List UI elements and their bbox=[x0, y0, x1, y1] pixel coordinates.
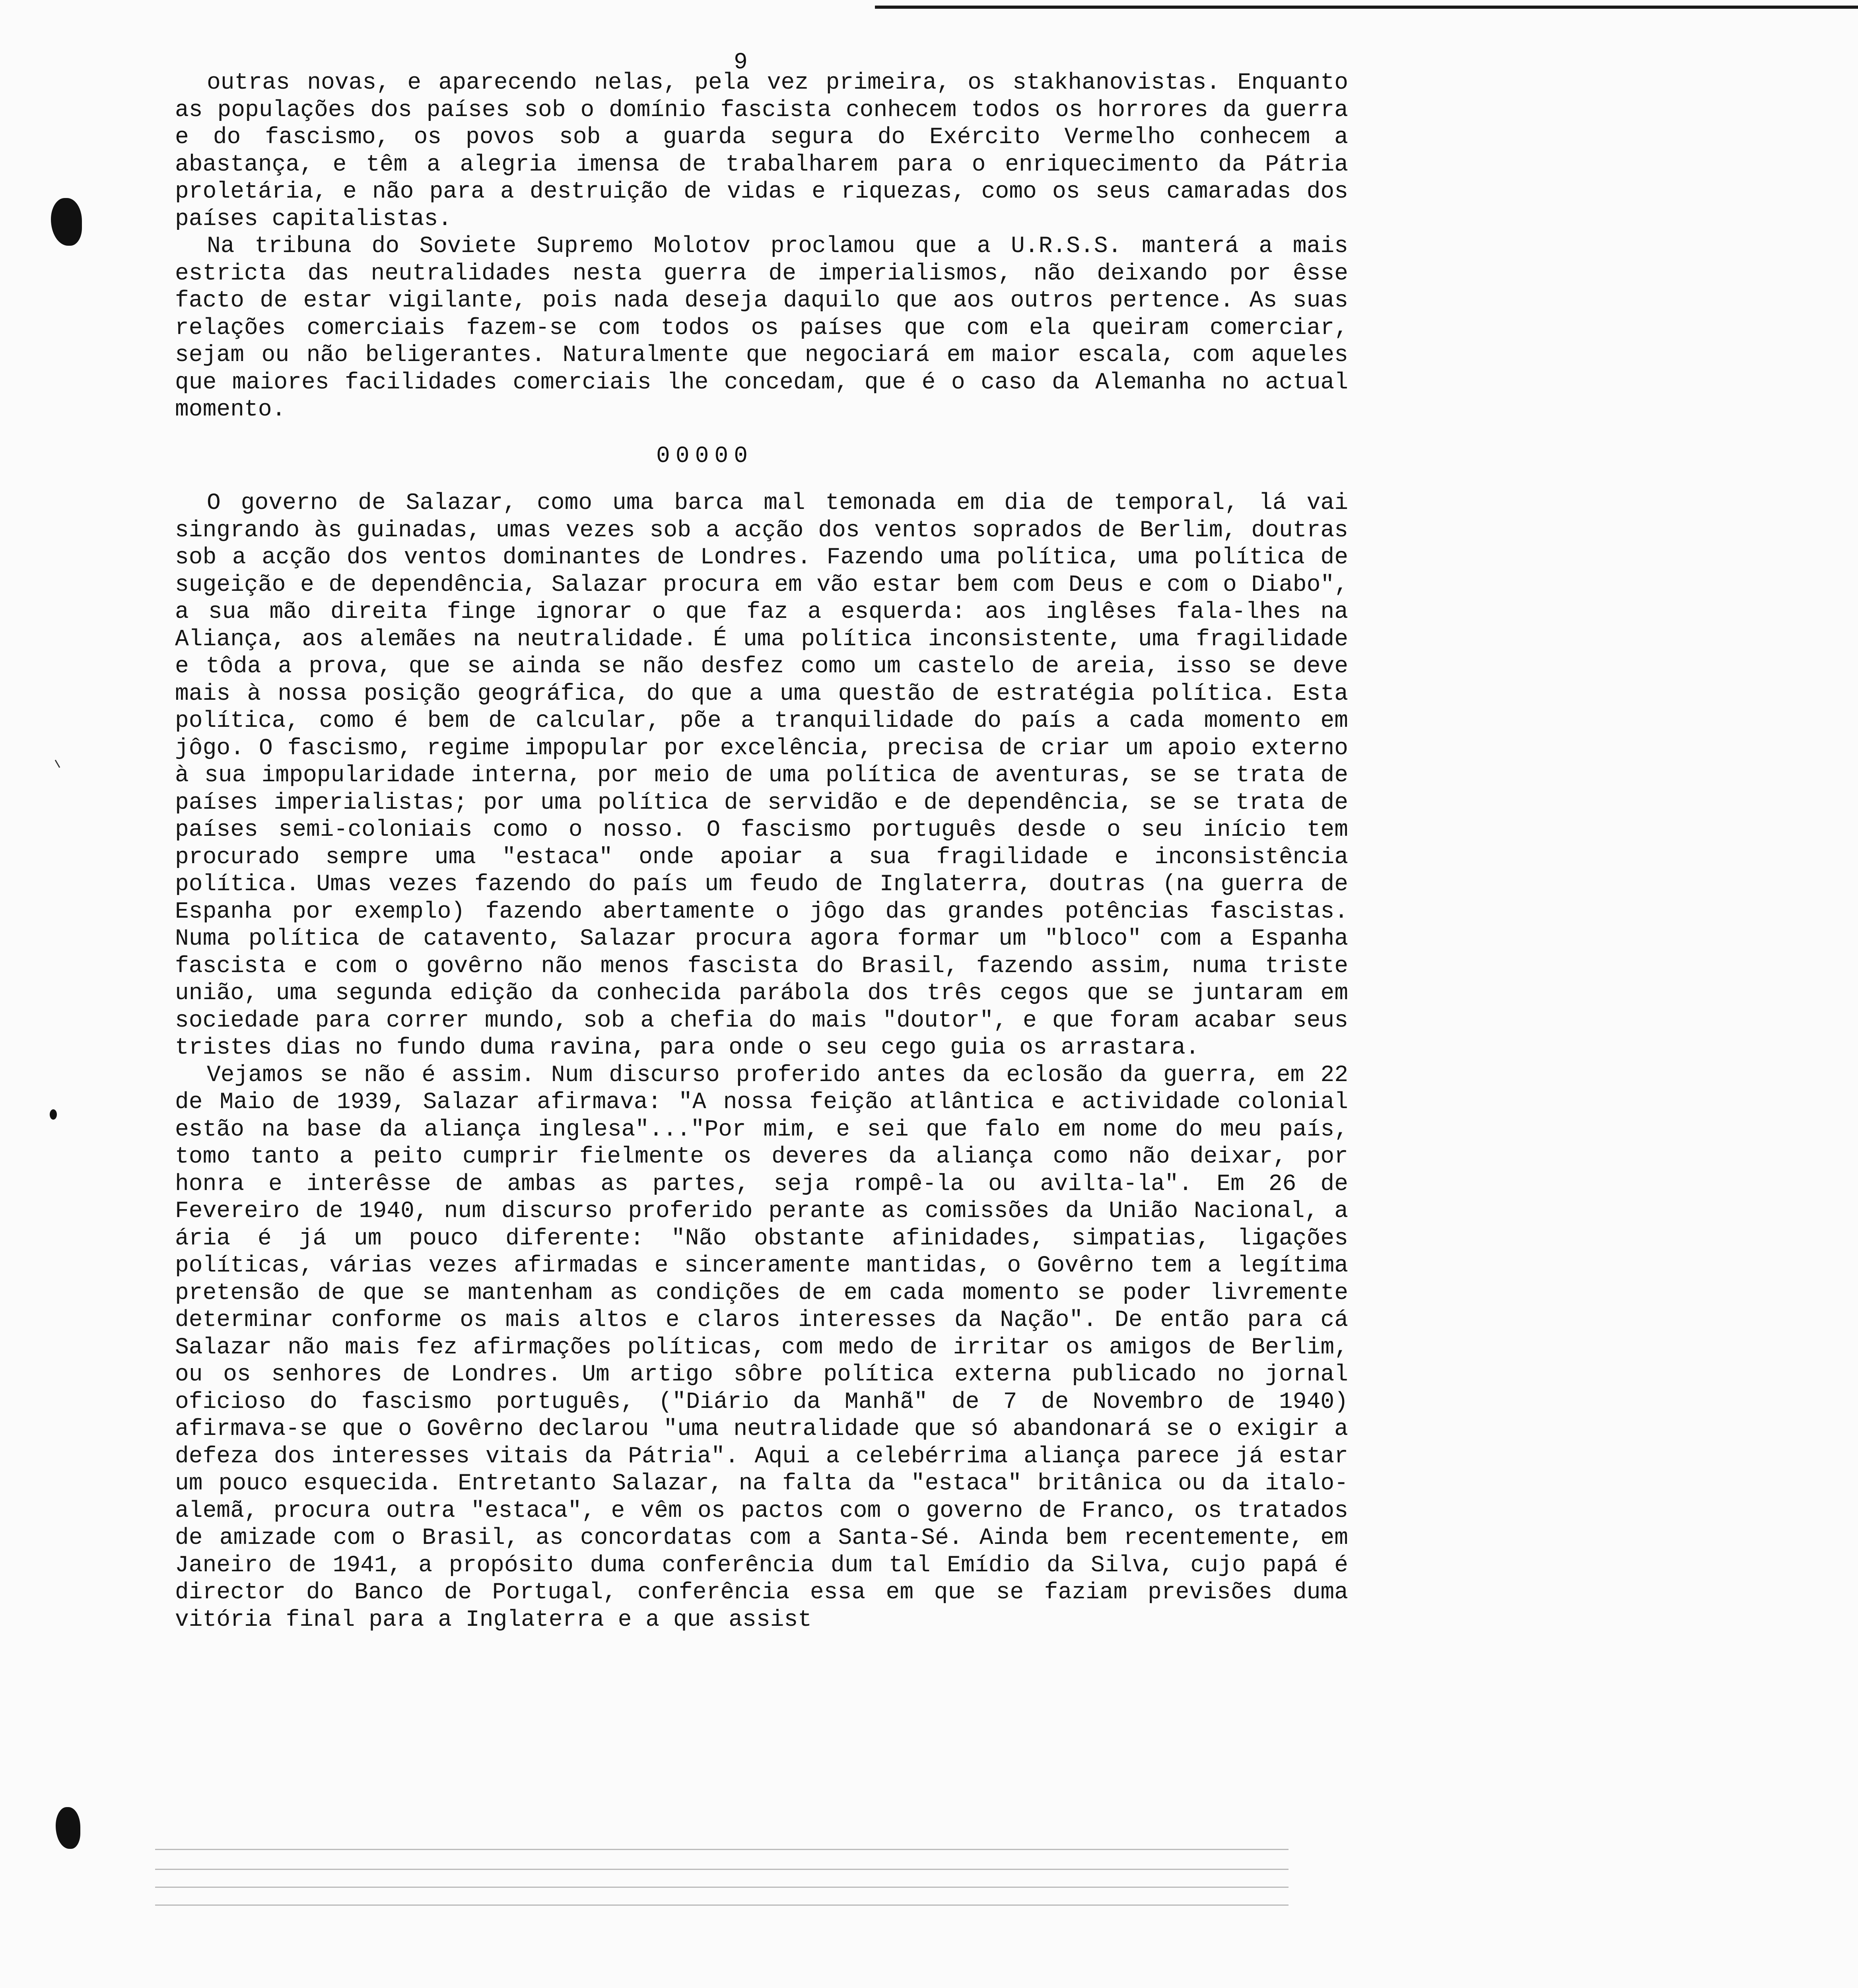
section-separator: 00000 bbox=[656, 443, 754, 469]
top-edge-rule bbox=[875, 6, 1858, 9]
bottom-text-block bbox=[175, 490, 1348, 1634]
top-text-block bbox=[175, 70, 1348, 424]
show-through-line bbox=[155, 1849, 1289, 1850]
ink-blot-mark bbox=[56, 1807, 80, 1849]
paragraph: outras novas, e aparecendo nelas, pela vez primeira, os stakhanovistas. Enquanto as populações dos países sob o domínio fascista conhecem todos os horrores da guerra e do fascismo, os povos sob a guarda segura do Exército Vermelho conhecem a abastança, e têm a alegria imensa de trabalharem para o enriquecimento da Pátria proletária, e não para a destruição de vidas e riquezas, como os seus camaradas dos países capitalistas. bbox=[175, 70, 1348, 232]
paragraph: Vejamos se não é assim. Num discurso proferido antes da eclosão da guerra, em 22 de Maio de 1939, Salazar afirmava: "A nossa feição atlântica e actividade colonial estão na base da aliança inglesa"..."Por mim, e sei que falo em nome do meu país, tomo tanto a peito cumprir fielmente os deveres da aliança como não deixar, por honra e interêsse de ambas as partes, seja rompê-la ou avilta-la". Em 26 de Fevereiro de 1940, num discurso proferido perante as comissões da União Nacional, a ária é já um pouco diferente: "Não obstante afinidades, simpatias, ligações políticas, várias vezes afirmadas e sinceramente mantidas, o Govêrno tem a legítima pretensão de que se mantenham as condições de em cada momento se poder livremente determinar conforme os mais altos e claros interesses da Nação". De então para cá Salazar não mais fez afirmações políticas, com medo de irritar os amigos de Berlim, ou os senhores de Londres. Um artigo sôbre política externa publicado no jornal oficioso do fascismo português, ("Diário da Manhã" de 7 de Novembro de 1940) afirmava-se que o Govêrno declarou "uma neutralidade que só abandonará se o exigir a defeza dos interesses vitais da Pátria". Aqui a celebérrima aliança parece já estar um pouco esquecida. Entretanto Salazar, na falta da "estaca" britânica ou da italo-alemã, procura outra "estaca", e vêm os pactos com o governo de Franco, os tratados de amizade com o Brasil, as concordatas com a Santa-Sé. Ainda bem recentemente, em Janeiro de 1941, a propósito duma conferência dum tal Emídio da Silva, cujo papá é director do Banco de Portugal, conferência essa em que se faziam previsões duma vitória final para a Inglaterra e a que assist bbox=[175, 1062, 1348, 1633]
show-through-line bbox=[155, 1869, 1289, 1870]
margin-mark bbox=[55, 760, 60, 768]
paragraph: O governo de Salazar, como uma barca mal temonada em dia de temporal, lá vai singrando às guinadas, umas vezes sob a acção dos ventos soprados de Berlim, doutras sob a acção dos ventos dominantes de Londres. Fazendo uma política, uma política de sugeição e de dependência, Salazar procura em vão estar bem com Deus e com o Diabo", a sua mão direita finge ignorar o que faz a esquerda: aos inglêses fala-lhes na Aliança, aos alemães na neutralidade. É uma política inconsistente, uma fragilidade e tôda a prova, que se ainda se não desfez como um castelo de areia, isso se deve mais à nossa posição geográfica, do que a uma questão de estratégia política. Esta política, como é bem de calcular, põe a tranquilidade do país a cada momento em jôgo. O fascismo, regime impopular por excelência, precisa de criar um apoio externo à sua impopularidade interna, por meio de uma política de aventuras, se se trata de países imperialistas; por uma política de servidão e de dependência, se se trata de países semi-coloniais como o nosso. O fascismo português desde o seu início tem procurado sempre uma "estaca" onde apoiar a sua fragilidade e inconsistência política. Umas vezes fazendo do país um feudo de Inglaterra, doutras (na guerra de Espanha por exemplo) fazendo abertamente o jôgo das grandes potências fascistas. Numa política de catavento, Salazar procura agora formar um "bloco" com a Espanha fascista e com o govêrno não menos fascista do Brasil, fazendo assim, numa triste união, uma segunda edição da conhecida parábola dos três cegos que se juntaram em sociedade para correr mundo, sob a chefia do mais "doutor", e que foram acabar seus tristes dias no fundo duma ravina, para onde o seu cego guia os arrastara. bbox=[175, 490, 1348, 1061]
paragraph: Na tribuna do Soviete Supremo Molotov proclamou que a U.R.S.S. manterá a mais estricta das neutralidades nesta guerra de imperialismos, não deixando por êsse facto de estar vigilante, pois nada deseja daquilo que aos outros pertence. As suas relações comerciais fazem-se com todos os países que com ela queiram comerciar, sejam ou não beligerantes. Naturalmente que negociará em maior escala, com aqueles que maiores facilidades comerciais lhe concedam, que é o caso da Alemanha no actual momento. bbox=[175, 233, 1348, 423]
ink-blot-mark bbox=[51, 198, 82, 246]
ink-dot-mark bbox=[50, 1109, 57, 1120]
page-number: 9 bbox=[734, 50, 748, 76]
show-through-line bbox=[155, 1887, 1289, 1888]
show-through-line bbox=[155, 1905, 1289, 1906]
